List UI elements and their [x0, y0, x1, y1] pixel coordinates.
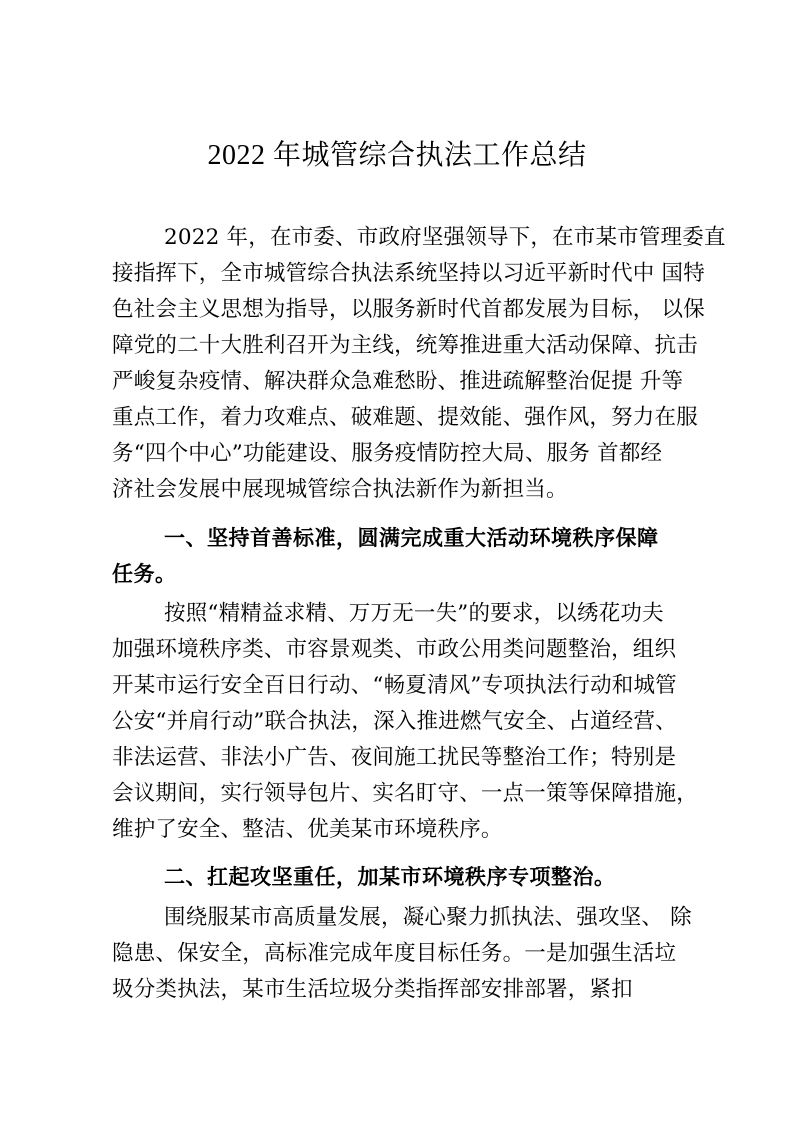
- paragraph-3-line-1: 围绕服某市高质量发展，凝心聚力抓执法、强攻坚、 除: [164, 905, 692, 930]
- paragraph-2-line-4: 公安“并肩行动”联合执法，深入推进燃气安全、占道经营、: [112, 709, 677, 734]
- section-heading-2: 二、扛起攻坚重任，加某市环境秩序专项整治。: [164, 865, 616, 889]
- paragraph-3-line-3: 圾分类执法，某市生活垃圾分类指挥部安排部署，紧扣: [112, 977, 633, 1002]
- paragraph-1-line-4: 障党的二十大胜利召开为主线，统筹推进重大活动保障、抗击: [112, 333, 698, 358]
- paragraph-2-line-7: 维护了安全、整洁、优美某市环境秩序。: [112, 817, 503, 842]
- paragraph-2-line-2: 加强环境秩序类、市容景观类、市政公用类问题整治，组织: [112, 637, 677, 662]
- paragraph-2-line-5: 非法运营、非法小广告、夜间施工扰民等整治工作；特别是: [112, 745, 677, 770]
- paragraph-1-line-7: 务“四个中心”功能建设、服务疫情防控大局、服务 首都经: [112, 441, 663, 466]
- paragraph-1-line-5: 严峻复杂疫情、解决群众急难愁盼、推进疏解整治促提 升等: [112, 369, 684, 394]
- document-title: 2022 年城管综合执法工作总结: [207, 140, 587, 171]
- paragraph-1-line-1: 2022 年，在市委、市政府坚强领导下，在市某市管理委直: [164, 225, 726, 250]
- paragraph-1-line-6: 重点工作，着力攻难点、破难题、提效能、强作风，努力在服: [112, 405, 698, 430]
- section-heading-1-line-1: 一、坚持首善标准，圆满完成重大活动环境秩序保障: [164, 526, 659, 550]
- paragraph-2-line-1: 按照“精精益求精、万万无一失”的要求，以绣花功夫: [164, 601, 664, 626]
- paragraph-1-line-8: 济社会发展中展现城管综合执法新作为新担当。: [112, 477, 568, 502]
- paragraph-3-line-2: 隐患、保安全，高标准完成年度目标任务。一是加强生活垃: [112, 941, 677, 966]
- paragraph-1-line-3: 色社会主义思想为指导，以服务新时代首都发展为目标， 以保: [112, 297, 705, 322]
- paragraph-2-line-6: 会议期间，实行领导包片、实名盯守、一点一策等保障措施，: [112, 781, 698, 806]
- paragraph-2-line-3: 开某市运行安全百日行动、“畅夏清风”专项执法行动和城管: [112, 673, 677, 698]
- paragraph-1-line-2: 接指挥下，全市城管综合执法系统坚持以习近平新时代中 国特: [112, 261, 705, 286]
- section-heading-1-line-2: 任务。: [112, 562, 177, 586]
